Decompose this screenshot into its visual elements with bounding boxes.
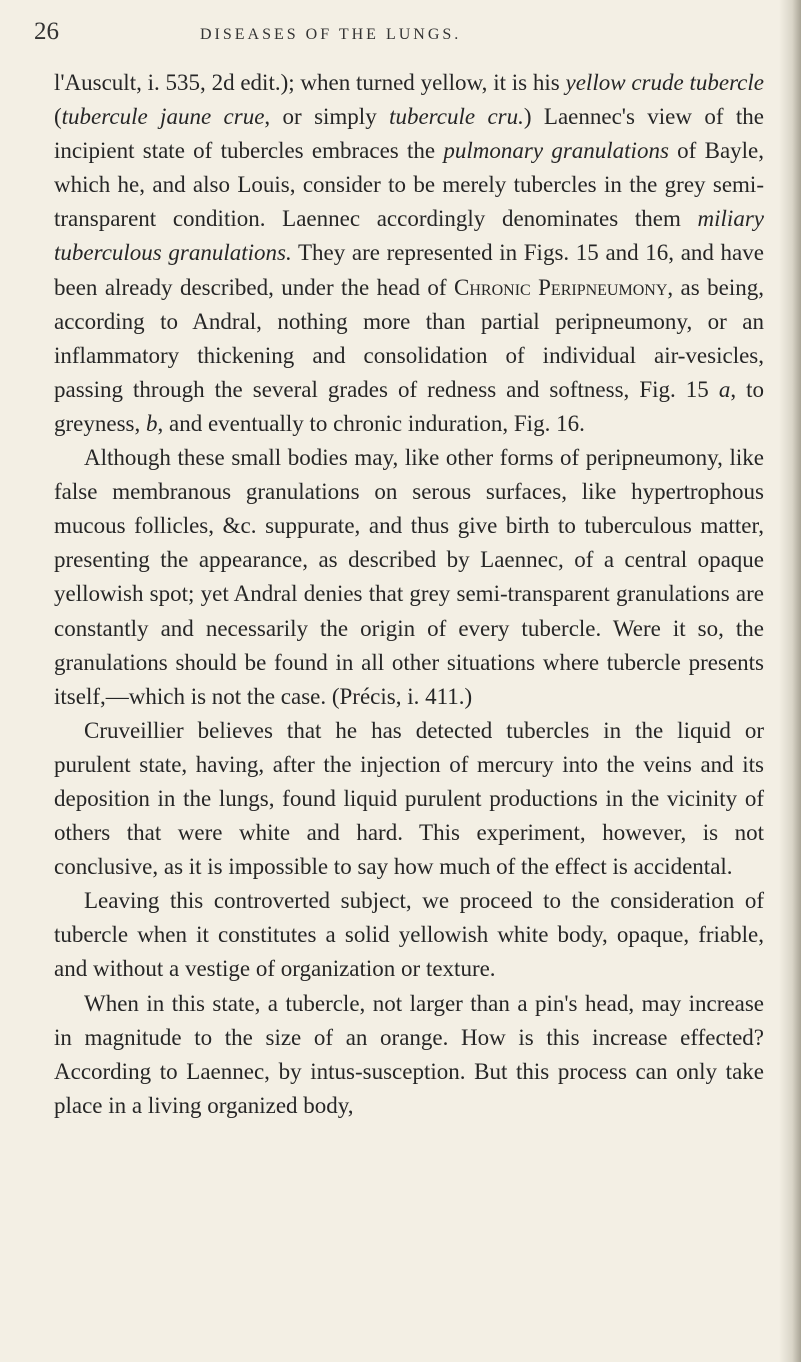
text-run: of Bayle, which he, and also Louis, consider to be merely tubercles in the grey semi-transparent condition. Laennec accordingly denominates them [54,138,765,232]
paragraph-1 [54,66,764,441]
text-run: They are represented in Figs. 15 and 16, and have been already described, under the head of [54,240,764,300]
italic-letter: a [718,376,731,402]
italic-term: miliary tuberculous granulations. [54,206,764,266]
paragraph-3 [54,714,764,884]
text-run: Although these small bodies may, like other forms of peripneumony, like false membranous granulations on serous surfaces, like hypertrophous mucous follicles, &c. suppurate, and thus give birth to tuberculous matter, presenting the appearance, as described by Laennec, of a central opaque yellowish spot; yet Andral denies that grey semi-transparent granulations are constantly and necessarily the origin of every tubercle. Were it so, the granulations should be found in all other situations where tubercle presents itself,—which is not the case. (Précis, i. 411.) [54,445,764,709]
text-run: l'Auscult, i. 535, 2d edit.); when turned yellow, it is his [54,70,566,95]
page-number: 26 [34,18,59,45]
italic-term: yellow crude tubercle [565,70,764,95]
italic-term: pulmonary granulations [443,138,669,164]
paragraph-4 [54,884,764,986]
paragraph-5 [54,987,764,1123]
text-run: , to greyness, [54,376,765,436]
small-caps-heading: Chronic Peripneumony [454,274,668,300]
body-text [54,66,764,1123]
paragraph-2 [54,441,764,714]
text-run: , as being, according to Andral, nothing more than partial peripneumony, or an inflammatory thickening and consolidation of individual air-vesicles, passing through the several grades of redness and softness, Fig. 15 [54,274,764,402]
text-run: , and eventually to chronic induration, Fig. 16. [157,410,585,436]
page-edge-shadow [779,0,801,1362]
italic-letter: b [145,410,158,436]
text-run: ( [54,104,62,130]
text-run: When in this state, a tubercle, not larger than a pin's head, may increase in magnitude to the size of an orange. How is this increase effected? According to Laennec, by intus-susception. But this process can only take place in a living organized body, [54,990,764,1118]
running-head: DISEASES OF THE LUNGS. [200,26,462,43]
text-run: Cruveillier believes that he has detected tubercles in the liquid or purulent state, having, after the injection of mercury into the veins and its deposition in the lungs, found liquid purulent productions in the vicinity of others that were white and hard. This experiment, however, is not conclusive, as it is impossible to say how much of the effect is accidental. [54,717,764,880]
italic-term: tubercule jaune crue [61,104,265,130]
italic-term: tubercule cru. [389,104,524,130]
text-run: ) Laennec's view of the incipient state of tubercles embraces the [54,104,764,164]
text-run: , or simply [264,104,390,130]
text-run: Leaving this controverted subject, we proceed to the consideration of tubercle when it constitutes a solid yellowish white body, opaque, friable, and without a vestige of organization or texture. [54,888,764,982]
